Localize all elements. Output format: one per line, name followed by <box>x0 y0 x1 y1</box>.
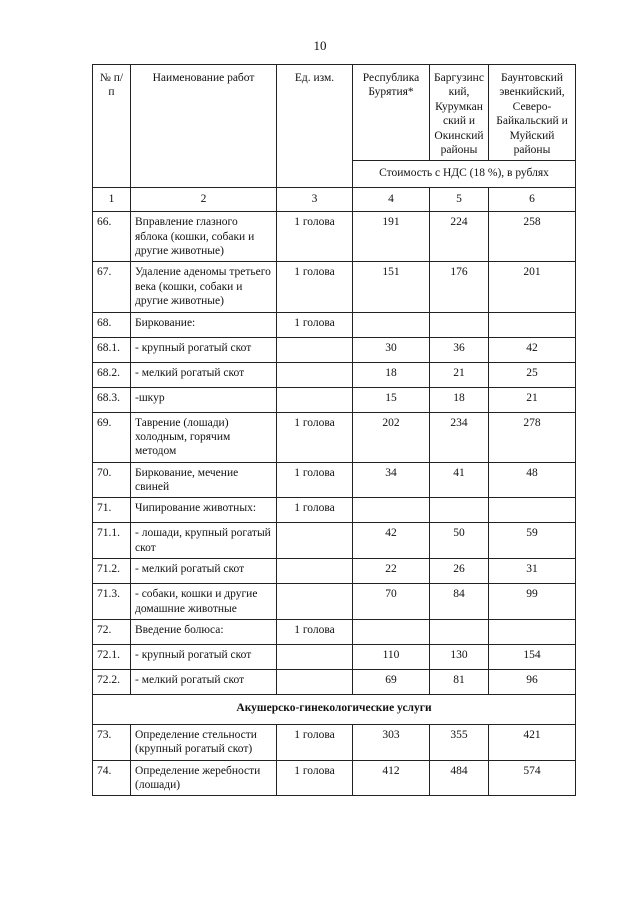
column-number: 5 <box>430 188 489 212</box>
row-unit <box>277 387 353 412</box>
row-number: 72.1. <box>93 644 131 669</box>
row-value-bauntov: 278 <box>489 412 576 462</box>
row-value-barguzin: 234 <box>430 412 489 462</box>
row-name: - крупный рогатый скот <box>131 337 277 362</box>
header-col5: Баргузинс кий, Курумкан ский и Окинский районы <box>430 65 489 161</box>
table-row <box>93 559 576 584</box>
row-value-barguzin: 84 <box>430 584 489 620</box>
column-number: 6 <box>489 188 576 212</box>
row-number: 67. <box>93 262 131 312</box>
row-value-buryatia: 30 <box>353 337 430 362</box>
row-value-bauntov: 96 <box>489 669 576 694</box>
column-number-row <box>93 188 576 212</box>
row-value-barguzin: 355 <box>430 724 489 760</box>
row-name: - мелкий рогатый скот <box>131 669 277 694</box>
row-value-barguzin: 130 <box>430 644 489 669</box>
row-value-buryatia: 110 <box>353 644 430 669</box>
row-number: 68.2. <box>93 362 131 387</box>
row-number: 70. <box>93 462 131 498</box>
row-name: - лошади, крупный рогатый скот <box>131 523 277 559</box>
row-value-buryatia: 42 <box>353 523 430 559</box>
table-row <box>93 724 576 760</box>
row-number: 68.3. <box>93 387 131 412</box>
table-row <box>93 584 576 620</box>
header-unit: Ед. изм. <box>277 65 353 188</box>
row-value-bauntov: 574 <box>489 760 576 796</box>
row-number: 74. <box>93 760 131 796</box>
header-col6: Баунтовский эвенкийский, Северо-Байкальский и Муйский районы <box>489 65 576 161</box>
row-number: 73. <box>93 724 131 760</box>
table-row <box>93 760 576 796</box>
row-number: 71.3. <box>93 584 131 620</box>
row-name: Биркование: <box>131 312 277 337</box>
cost-caption: Стоимость с НДС (18 %), в рублях <box>353 161 576 188</box>
row-value-buryatia: 34 <box>353 462 430 498</box>
row-value-barguzin <box>430 312 489 337</box>
table-row <box>93 362 576 387</box>
row-name: Определение жеребности (лошади) <box>131 760 277 796</box>
header-row <box>93 65 576 161</box>
row-name: Вправление глазного яблока (кошки, собаки и другие животные) <box>131 212 277 262</box>
row-name: - крупный рогатый скот <box>131 644 277 669</box>
header-col4: Республика Бурятия* <box>353 65 430 161</box>
table-row <box>93 644 576 669</box>
row-unit <box>277 337 353 362</box>
row-value-buryatia: 303 <box>353 724 430 760</box>
column-number: 3 <box>277 188 353 212</box>
row-name: Удаление аденомы третьего века (кошки, собаки и другие животные) <box>131 262 277 312</box>
row-value-buryatia: 15 <box>353 387 430 412</box>
row-value-bauntov: 59 <box>489 523 576 559</box>
row-name: - собаки, кошки и другие домашние животные <box>131 584 277 620</box>
row-name: - мелкий рогатый скот <box>131 559 277 584</box>
section-title: Акушерско-гинекологические услуги <box>93 694 576 724</box>
row-unit <box>277 669 353 694</box>
row-unit: 1 голова <box>277 462 353 498</box>
row-number: 72.2. <box>93 669 131 694</box>
row-value-bauntov: 421 <box>489 724 576 760</box>
column-number: 2 <box>131 188 277 212</box>
row-number: 71.2. <box>93 559 131 584</box>
row-number: 71. <box>93 498 131 523</box>
row-name: Определение стельности (крупный рогатый скот) <box>131 724 277 760</box>
row-number: 66. <box>93 212 131 262</box>
header-name: Наименование работ <box>131 65 277 188</box>
row-value-bauntov: 258 <box>489 212 576 262</box>
table-row <box>93 462 576 498</box>
row-value-buryatia <box>353 312 430 337</box>
row-unit: 1 голова <box>277 498 353 523</box>
row-unit: 1 голова <box>277 212 353 262</box>
row-value-barguzin: 81 <box>430 669 489 694</box>
row-unit: 1 голова <box>277 760 353 796</box>
row-value-bauntov: 25 <box>489 362 576 387</box>
row-unit: 1 голова <box>277 619 353 644</box>
row-value-buryatia: 412 <box>353 760 430 796</box>
row-name: Биркование, мечение свиней <box>131 462 277 498</box>
row-value-barguzin: 50 <box>430 523 489 559</box>
row-unit <box>277 362 353 387</box>
row-value-barguzin: 224 <box>430 212 489 262</box>
row-value-barguzin: 36 <box>430 337 489 362</box>
row-unit <box>277 559 353 584</box>
row-name: Таврение (лошади) холодным, горячим методом <box>131 412 277 462</box>
row-value-barguzin: 21 <box>430 362 489 387</box>
header-num: № п/п <box>93 65 131 188</box>
row-value-buryatia: 151 <box>353 262 430 312</box>
table-row <box>93 498 576 523</box>
table-row <box>93 669 576 694</box>
row-unit: 1 голова <box>277 412 353 462</box>
row-value-barguzin: 484 <box>430 760 489 796</box>
page-number: 10 <box>313 38 327 53</box>
row-value-bauntov <box>489 619 576 644</box>
row-value-barguzin: 26 <box>430 559 489 584</box>
row-number: 68. <box>93 312 131 337</box>
table-row <box>93 387 576 412</box>
row-value-bauntov: 201 <box>489 262 576 312</box>
row-unit: 1 голова <box>277 312 353 337</box>
row-value-buryatia: 70 <box>353 584 430 620</box>
column-number: 1 <box>93 188 131 212</box>
row-value-buryatia: 191 <box>353 212 430 262</box>
row-value-barguzin: 176 <box>430 262 489 312</box>
row-value-barguzin: 41 <box>430 462 489 498</box>
row-unit <box>277 584 353 620</box>
row-value-buryatia: 22 <box>353 559 430 584</box>
row-value-bauntov: 21 <box>489 387 576 412</box>
row-value-bauntov: 48 <box>489 462 576 498</box>
column-number: 4 <box>353 188 430 212</box>
table-row <box>93 523 576 559</box>
row-name: - мелкий рогатый скот <box>131 362 277 387</box>
row-unit <box>277 523 353 559</box>
table-row <box>93 212 576 262</box>
row-value-barguzin <box>430 619 489 644</box>
row-value-buryatia <box>353 498 430 523</box>
row-value-bauntov <box>489 312 576 337</box>
row-number: 72. <box>93 619 131 644</box>
row-value-barguzin: 18 <box>430 387 489 412</box>
row-value-bauntov: 154 <box>489 644 576 669</box>
row-value-bauntov: 99 <box>489 584 576 620</box>
table-row <box>93 619 576 644</box>
table-row <box>93 412 576 462</box>
table-row <box>93 312 576 337</box>
section-row <box>93 694 576 724</box>
row-name: Чипирование животных: <box>131 498 277 523</box>
table-row <box>93 262 576 312</box>
row-value-buryatia: 18 <box>353 362 430 387</box>
row-value-bauntov <box>489 498 576 523</box>
row-unit: 1 голова <box>277 262 353 312</box>
row-value-buryatia <box>353 619 430 644</box>
row-number: 68.1. <box>93 337 131 362</box>
row-name: -шкур <box>131 387 277 412</box>
row-number: 71.1. <box>93 523 131 559</box>
row-value-buryatia: 69 <box>353 669 430 694</box>
row-name: Введение болюса: <box>131 619 277 644</box>
row-number: 69. <box>93 412 131 462</box>
table-row <box>93 337 576 362</box>
row-value-barguzin <box>430 498 489 523</box>
row-value-buryatia: 202 <box>353 412 430 462</box>
row-value-bauntov: 31 <box>489 559 576 584</box>
row-value-bauntov: 42 <box>489 337 576 362</box>
row-unit <box>277 644 353 669</box>
price-table <box>92 64 576 796</box>
row-unit: 1 голова <box>277 724 353 760</box>
